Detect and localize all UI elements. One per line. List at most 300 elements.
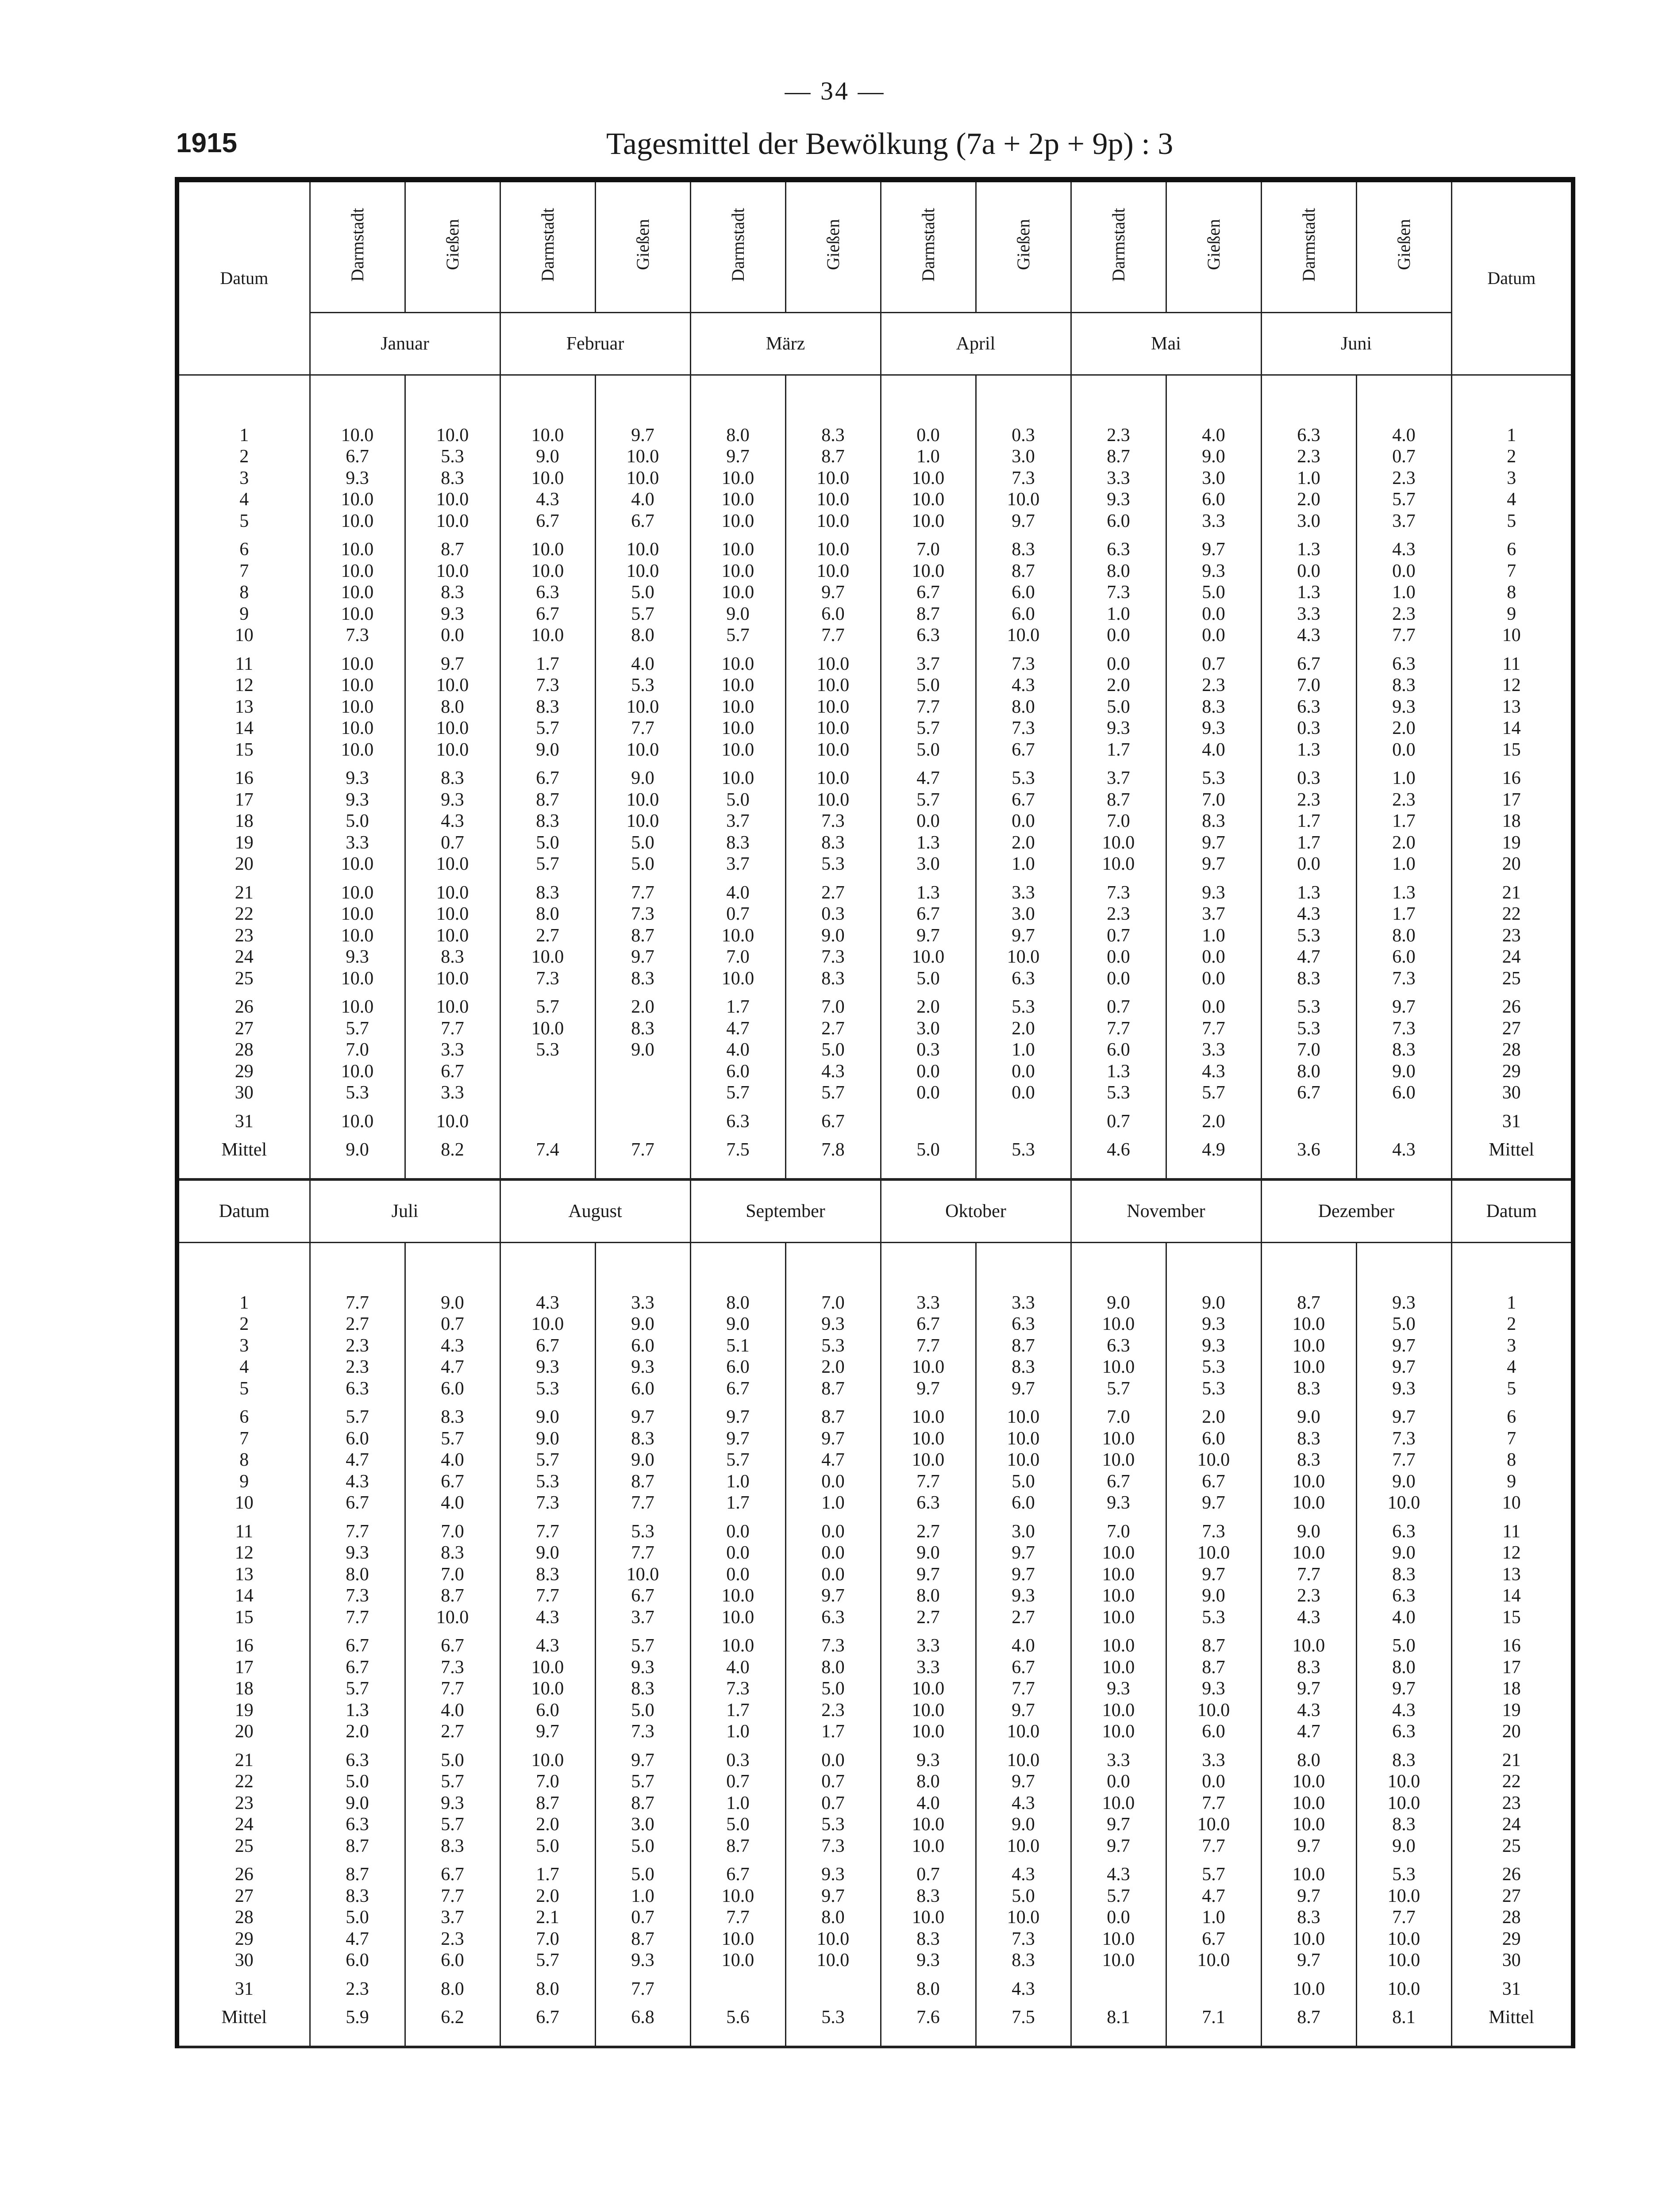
value-cell: 10.0: [531, 468, 564, 488]
value-cell: 9.7: [1392, 1678, 1416, 1699]
value-cell: 9.3: [631, 1357, 654, 1378]
value-cell: 6.7: [536, 603, 559, 624]
value-cell: 6.0: [726, 1357, 750, 1378]
value-cell: 5.7: [821, 1083, 845, 1103]
value-column: [595, 1242, 690, 2047]
date-cell: 12: [1502, 675, 1521, 696]
date-cell: 6: [239, 1407, 249, 1428]
value-cell: 10.0: [341, 997, 374, 1018]
date-cell: 9: [1507, 1471, 1516, 1492]
value-cell: 6.3: [821, 1607, 845, 1628]
value-column: [690, 375, 785, 1179]
date-cell: 29: [1502, 1061, 1521, 1082]
value-cell: 8.3: [346, 1886, 369, 1906]
value-cell: 1.3: [916, 882, 940, 903]
value-cell: 0.0: [1392, 561, 1416, 581]
mittel-cell: 8.7: [1297, 2007, 1320, 2028]
value-cell: 10.0: [721, 925, 754, 946]
value-cell: 9.3: [536, 1357, 559, 1378]
value-cell: 10.0: [816, 1928, 850, 1949]
date-cell: 11: [1502, 653, 1520, 674]
value-cell: 3.3: [916, 1292, 940, 1313]
date-column: [177, 1242, 310, 2047]
month-header-september: September: [690, 1179, 881, 1243]
value-cell: 8.3: [1202, 811, 1225, 832]
station-header: Gießen: [1204, 219, 1224, 270]
value-cell: 6.3: [726, 1111, 750, 1132]
value-cell: 7.7: [441, 1678, 464, 1699]
value-cell: 5.3: [441, 446, 464, 467]
value-cell: 6.0: [1392, 1083, 1416, 1103]
value-column: [1356, 1242, 1451, 2047]
mittel-cell: 4.3: [1392, 1140, 1416, 1160]
date-cell: 15: [235, 739, 254, 760]
value-cell: 9.7: [821, 1886, 845, 1906]
value-cell: 1.0: [821, 1493, 845, 1513]
value-cell: 8.0: [916, 1771, 940, 1792]
value-cell: 7.3: [1392, 1018, 1416, 1039]
value-cell: 0.7: [441, 832, 464, 853]
value-cell: 9.3: [916, 1750, 940, 1770]
value-cell: 10.0: [1292, 1864, 1325, 1885]
value-cell: 8.0: [1012, 696, 1035, 717]
date-cell: 31: [235, 1111, 254, 1132]
value-cell: 8.3: [441, 582, 464, 603]
value-cell: 2.0: [346, 1721, 369, 1742]
value-cell: 10.0: [341, 561, 374, 581]
value-cell: 4.0: [1392, 1607, 1416, 1628]
date-cell: 28: [235, 1040, 254, 1060]
value-cell: 4.7: [916, 768, 940, 789]
mittel-label: Mittel: [1489, 1140, 1535, 1160]
date-cell: 22: [235, 1771, 254, 1792]
value-cell: [786, 1978, 880, 2000]
value-cell: 10.0: [626, 1564, 659, 1585]
date-cell: 4: [239, 489, 249, 510]
value-cell: 1.0: [1012, 1040, 1035, 1060]
date-cell: 15: [1502, 1607, 1521, 1628]
value-cell: 10.0: [721, 1886, 754, 1906]
value-cell: 9.0: [536, 1428, 559, 1449]
value-cell: 6.3: [1107, 539, 1130, 560]
value-cell: 4.7: [346, 1450, 369, 1471]
date-cell: 9: [239, 1471, 249, 1492]
value-cell: 7.0: [536, 1771, 559, 1792]
datum-header-left: Datum: [177, 1179, 310, 1243]
value-cell: 5.3: [1297, 997, 1320, 1018]
value-cell: 10.0: [1292, 1928, 1325, 1949]
value-cell: 6.7: [726, 1378, 750, 1399]
value-cell: 10.0: [626, 446, 659, 467]
value-cell: 10.0: [1007, 947, 1040, 968]
mittel-cell: 8.1: [1392, 2007, 1416, 2028]
value-cell: 2.0: [1392, 718, 1416, 739]
date-cell: 10: [1502, 625, 1521, 646]
mittel-cell: 7.5: [726, 1140, 750, 1160]
value-cell: [596, 1082, 690, 1104]
value-cell: 9.3: [441, 1793, 464, 1813]
date-cell: 18: [235, 1678, 254, 1699]
value-cell: 6.7: [1297, 653, 1320, 674]
value-cell: 8.3: [631, 968, 654, 989]
date-cell: 13: [235, 696, 254, 717]
value-cell: 5.7: [346, 1407, 369, 1428]
value-cell: 4.7: [1297, 947, 1320, 968]
value-cell: 9.3: [1202, 1335, 1225, 1356]
value-cell: 9.0: [536, 446, 559, 467]
date-cell: 17: [1502, 789, 1521, 810]
mittel-cell: 6.8: [631, 2007, 654, 2028]
value-cell: 5.0: [631, 1700, 654, 1720]
value-cell: 9.3: [1392, 1378, 1416, 1399]
value-cell: 7.7: [1202, 1018, 1225, 1039]
value-cell: 6.3: [916, 625, 940, 646]
value-cell: 5.0: [1392, 1636, 1416, 1656]
date-cell: 17: [235, 789, 254, 810]
date-cell: 21: [235, 882, 254, 903]
value-cell: 9.3: [346, 1543, 369, 1563]
value-cell: 4.3: [441, 1335, 464, 1356]
value-cell: 10.0: [531, 425, 564, 445]
value-cell: 2.3: [346, 1978, 369, 1999]
value-cell: 10.0: [341, 718, 374, 739]
date-cell: 13: [1502, 696, 1521, 717]
value-cell: 7.0: [346, 1040, 369, 1060]
value-cell: 5.0: [346, 811, 369, 832]
value-cell: 6.3: [1392, 1721, 1416, 1742]
value-cell: 5.3: [536, 1471, 559, 1492]
value-cell: 2.0: [1297, 489, 1320, 510]
value-cell: 1.0: [1392, 582, 1416, 603]
value-cell: 0.0: [1202, 997, 1225, 1018]
value-cell: 6.3: [346, 1814, 369, 1835]
date-cell: 23: [1502, 1793, 1521, 1813]
value-cell: 8.7: [346, 1836, 369, 1856]
value-cell: 0.0: [821, 1750, 845, 1770]
value-column: [1261, 375, 1356, 1179]
value-cell: 5.0: [631, 582, 654, 603]
date-cell: 7: [239, 1428, 249, 1449]
value-cell: 4.0: [631, 489, 654, 510]
date-cell: 1: [1507, 425, 1516, 445]
value-cell: 6.7: [346, 1493, 369, 1513]
date-cell: 26: [1502, 997, 1521, 1018]
value-cell: 5.0: [1012, 1886, 1035, 1906]
value-cell: 1.3: [1107, 1061, 1130, 1082]
value-cell: 8.0: [441, 1978, 464, 1999]
date-cell: 17: [235, 1657, 254, 1678]
value-cell: 4.7: [1297, 1721, 1320, 1742]
value-cell: 5.3: [1297, 1018, 1320, 1039]
value-cell: 0.7: [631, 1907, 654, 1928]
value-cell: 10.0: [816, 675, 850, 696]
value-cell: 3.3: [1107, 468, 1130, 488]
value-cell: 7.0: [1107, 1407, 1130, 1428]
date-cell: 11: [235, 653, 253, 674]
value-cell: 9.7: [1392, 1407, 1416, 1428]
value-cell: 7.3: [346, 625, 369, 646]
value-cell: 10.0: [1102, 1543, 1135, 1563]
value-cell: [1262, 1111, 1356, 1133]
value-cell: 2.7: [821, 882, 845, 903]
value-cell: 7.3: [726, 1678, 750, 1699]
date-cell: 3: [1507, 1335, 1516, 1356]
value-cell: 8.3: [441, 947, 464, 968]
value-cell: 10.0: [1007, 1428, 1040, 1449]
value-cell: 10.0: [721, 1586, 754, 1606]
mittel-label: Mittel: [221, 2007, 267, 2028]
value-cell: 6.7: [916, 904, 940, 925]
date-cell: 14: [235, 718, 254, 739]
second-half-body: [177, 1242, 1573, 2047]
value-column: [500, 1242, 595, 2047]
value-column: [881, 1242, 976, 2047]
value-cell: 0.3: [1297, 718, 1320, 739]
value-cell: 0.7: [441, 1314, 464, 1335]
value-cell: 10.0: [1292, 1771, 1325, 1792]
date-cell: 5: [1507, 511, 1516, 531]
date-cell: 9: [1507, 603, 1516, 624]
value-cell: 0.3: [1012, 425, 1035, 445]
value-cell: 5.0: [916, 968, 940, 989]
value-cell: 0.0: [726, 1564, 750, 1585]
value-cell: 9.0: [631, 1450, 654, 1471]
value-cell: 3.3: [346, 832, 369, 853]
value-cell: 6.0: [821, 603, 845, 624]
date-cell: 23: [235, 1793, 254, 1813]
value-cell: 10.0: [436, 489, 469, 510]
value-cell: 10.0: [912, 1450, 945, 1471]
value-column: [976, 375, 1071, 1179]
value-cell: 0.3: [1297, 768, 1320, 789]
value-cell: 7.3: [1012, 718, 1035, 739]
date-cell: 7: [1507, 561, 1516, 581]
date-cell: 27: [235, 1018, 254, 1039]
value-cell: 1.7: [536, 653, 559, 674]
value-cell: 2.7: [346, 1314, 369, 1335]
datum-header-right: Datum: [1451, 1179, 1573, 1243]
date-cell: 30: [235, 1950, 254, 1971]
value-cell: 10.0: [1102, 1636, 1135, 1656]
value-cell: 8.3: [1392, 675, 1416, 696]
value-cell: 10.0: [912, 1407, 945, 1428]
value-cell: 4.3: [536, 1292, 559, 1313]
value-cell: 1.3: [346, 1700, 369, 1720]
value-cell: 10.0: [1292, 1471, 1325, 1492]
value-cell: 5.0: [631, 1864, 654, 1885]
value-cell: 10.0: [912, 511, 945, 531]
value-cell: 5.0: [916, 675, 940, 696]
value-cell: 9.7: [726, 446, 750, 467]
value-cell: 9.7: [441, 653, 464, 674]
value-cell: 8.3: [441, 468, 464, 488]
value-cell: 9.7: [1012, 1564, 1035, 1585]
date-cell: 22: [235, 904, 254, 925]
date-cell: 16: [1502, 1636, 1521, 1656]
value-cell: 10.0: [721, 1607, 754, 1628]
value-cell: 1.0: [726, 1793, 750, 1813]
date-cell: 21: [1502, 1750, 1521, 1770]
value-cell: 9.7: [1392, 1335, 1416, 1356]
value-cell: [596, 1061, 690, 1083]
value-cell: 5.0: [631, 832, 654, 853]
value-cell: 0.0: [1107, 653, 1130, 674]
value-cell: 3.3: [1012, 882, 1035, 903]
value-cell: 8.0: [821, 1907, 845, 1928]
value-cell: 8.0: [726, 425, 750, 445]
station-header: Gießen: [633, 219, 653, 270]
value-cell: 7.7: [1202, 1793, 1225, 1813]
value-cell: 7.7: [1012, 1678, 1035, 1699]
value-cell: 5.3: [821, 1814, 845, 1835]
value-cell: 0.0: [821, 1564, 845, 1585]
value-cell: 0.0: [916, 811, 940, 832]
value-cell: 7.7: [631, 718, 654, 739]
value-cell: 8.3: [441, 768, 464, 789]
value-cell: 8.3: [1297, 1657, 1320, 1678]
value-cell: 5.7: [916, 718, 940, 739]
value-column: [1356, 375, 1451, 1179]
value-cell: 9.3: [631, 1950, 654, 1971]
value-cell: 9.0: [916, 1543, 940, 1563]
value-cell: 10.0: [816, 696, 850, 717]
value-cell: 9.3: [1202, 882, 1225, 903]
value-cell: 8.3: [1392, 1750, 1416, 1770]
value-cell: 10.0: [721, 511, 754, 531]
value-cell: 10.0: [436, 739, 469, 760]
value-cell: 1.0: [916, 446, 940, 467]
value-cell: 6.7: [346, 1657, 369, 1678]
value-cell: 6.0: [1202, 489, 1225, 510]
value-cell: 10.0: [341, 968, 374, 989]
value-cell: 7.7: [821, 625, 845, 646]
value-cell: 6.7: [1107, 1471, 1130, 1492]
value-cell: 9.0: [726, 1314, 750, 1335]
mittel-cell: 5.0: [916, 1140, 940, 1160]
value-cell: 9.7: [1012, 1543, 1035, 1563]
value-cell: 1.0: [726, 1471, 750, 1492]
value-cell: 2.3: [1392, 468, 1416, 488]
value-cell: 7.7: [916, 1335, 940, 1356]
value-cell: 8.3: [536, 811, 559, 832]
value-cell: 8.3: [726, 832, 750, 853]
value-cell: 8.3: [631, 1018, 654, 1039]
value-cell: 8.7: [1107, 446, 1130, 467]
value-cell: 1.3: [1297, 739, 1320, 760]
value-cell: 9.7: [916, 1564, 940, 1585]
value-cell: 0.0: [726, 1521, 750, 1542]
value-cell: 9.7: [1012, 1771, 1035, 1792]
date-cell: 15: [235, 1607, 254, 1628]
value-cell: 7.3: [536, 1493, 559, 1513]
value-cell: 2.0: [916, 997, 940, 1018]
date-cell: 28: [1502, 1907, 1521, 1928]
value-cell: 6.3: [1392, 1521, 1416, 1542]
date-cell: 23: [1502, 925, 1521, 946]
value-cell: 3.7: [1202, 904, 1225, 925]
value-cell: 10.0: [531, 947, 564, 968]
value-cell: 10.0: [1292, 1335, 1325, 1356]
station-header: Darmstadt: [1299, 207, 1319, 282]
value-cell: 5.7: [726, 625, 750, 646]
value-cell: 6.0: [1012, 1493, 1035, 1513]
value-cell: 6.7: [1012, 789, 1035, 810]
value-cell: 7.3: [821, 1636, 845, 1656]
value-cell: 1.7: [1107, 739, 1130, 760]
value-cell: 7.0: [726, 947, 750, 968]
value-cell: 7.3: [1012, 468, 1035, 488]
value-cell: 3.7: [726, 811, 750, 832]
value-cell: 0.3: [726, 1750, 750, 1770]
value-cell: 4.0: [441, 1450, 464, 1471]
value-cell: 6.3: [346, 1750, 369, 1770]
value-cell: 7.7: [346, 1607, 369, 1628]
value-cell: 8.3: [1297, 1907, 1320, 1928]
value-cell: 10.0: [436, 882, 469, 903]
value-cell: 10.0: [721, 696, 754, 717]
value-cell: 0.0: [821, 1543, 845, 1563]
value-cell: 10.0: [341, 925, 374, 946]
value-cell: 7.7: [631, 1978, 654, 1999]
value-cell: 10.0: [721, 561, 754, 581]
mittel-cell: 5.3: [1012, 1140, 1035, 1160]
value-cell: 10.0: [816, 768, 850, 789]
value-cell: 0.7: [1107, 997, 1130, 1018]
value-cell: 2.0: [1107, 675, 1130, 696]
value-cell: 9.0: [631, 768, 654, 789]
date-cell: 11: [235, 1521, 253, 1542]
value-cell: 4.3: [1297, 904, 1320, 925]
value-cell: 4.3: [346, 1471, 369, 1492]
value-cell: 6.7: [441, 1061, 464, 1082]
value-cell: 5.3: [1107, 1083, 1130, 1103]
value-column: [405, 375, 500, 1179]
date-cell: 10: [235, 625, 254, 646]
mittel-cell: 6.7: [536, 2007, 559, 2028]
value-cell: 6.7: [346, 1636, 369, 1656]
date-cell: 29: [1502, 1928, 1521, 1949]
value-column: [785, 375, 881, 1179]
value-cell: 5.0: [726, 1814, 750, 1835]
date-cell: 16: [1502, 768, 1521, 789]
value-cell: 9.0: [1392, 1061, 1416, 1082]
value-cell: 1.7: [821, 1721, 845, 1742]
value-cell: 10.0: [1197, 1700, 1230, 1720]
value-cell: 9.0: [1392, 1836, 1416, 1856]
value-cell: 9.3: [1012, 1586, 1035, 1606]
value-cell: 6.0: [1012, 582, 1035, 603]
value-cell: 10.0: [531, 561, 564, 581]
value-cell: 9.3: [1107, 718, 1130, 739]
date-cell: 8: [1507, 1450, 1516, 1471]
value-cell: 6.0: [631, 1335, 654, 1356]
value-cell: 0.0: [1202, 625, 1225, 646]
value-cell: 4.3: [1297, 1607, 1320, 1628]
value-cell: 8.7: [916, 603, 940, 624]
value-cell: 7.7: [1392, 1450, 1416, 1471]
value-cell: 10.0: [436, 561, 469, 581]
value-cell: 0.7: [821, 1793, 845, 1813]
value-cell: 7.3: [536, 968, 559, 989]
value-cell: 9.0: [631, 1314, 654, 1335]
value-cell: 3.7: [916, 653, 940, 674]
value-column: [785, 1242, 881, 2047]
value-cell: 3.3: [1202, 1750, 1225, 1770]
value-cell: 7.7: [536, 1521, 559, 1542]
value-cell: 10.0: [721, 768, 754, 789]
value-cell: 10.0: [626, 696, 659, 717]
value-cell: 4.7: [821, 1450, 845, 1471]
